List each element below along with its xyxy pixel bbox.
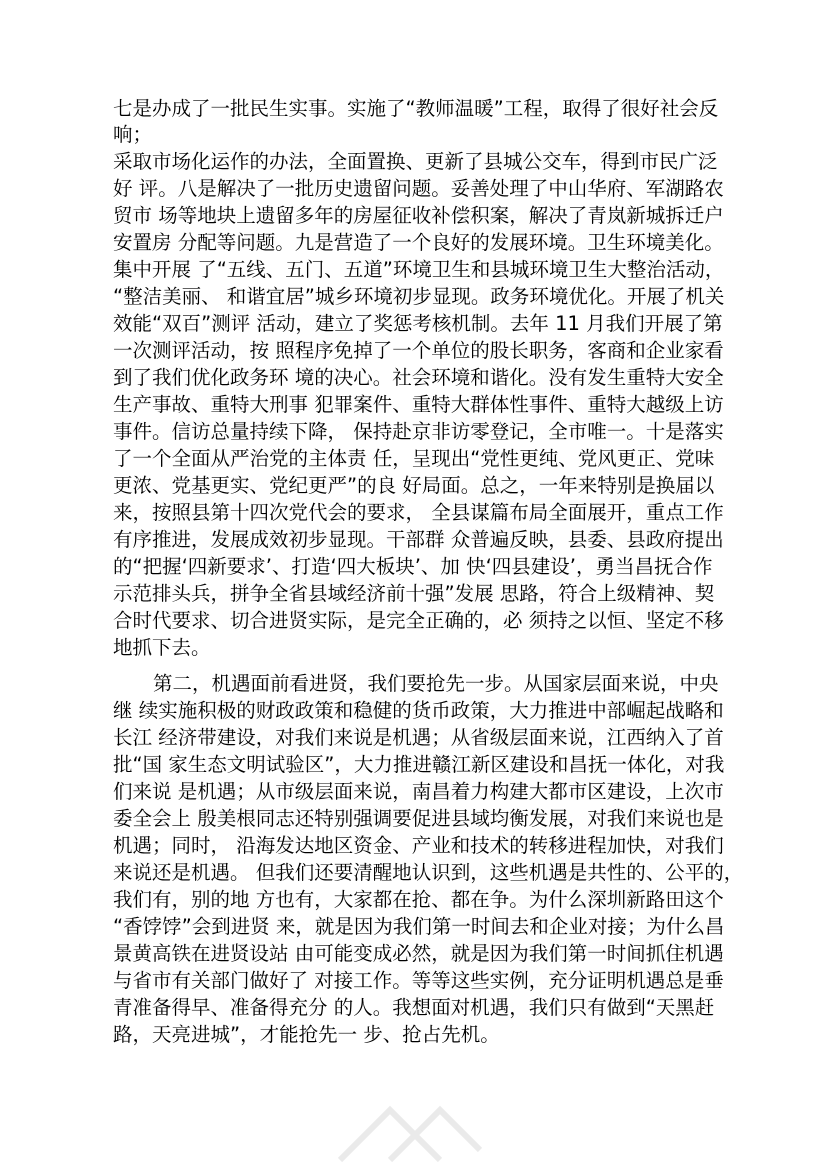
text-line: “香饽饽”会到进贤 来，就是因为我们第一时间去和企业对接；为什么昌: [113, 915, 725, 938]
text-line: 委全会上 殷美根同志还特别强调要促进县域均衡发展，对我们来说也是: [113, 807, 724, 830]
text-line: 与省市有关部门做好了 对接工作。等等这些实例，充分证明机遇总是垂: [113, 969, 724, 992]
text-line: 效能“双百”测评 活动，建立了奖惩考核机制。去年 11 月我们开展了第: [113, 312, 723, 335]
text-line: “整洁美丽、 和谐宜居”城乡环境初步显现。政务环境优化。开展了机关: [113, 285, 725, 308]
text-line: 来，按照县第十四次党代会的要求， 全县谋篇布局全面展开，重点工作: [113, 501, 724, 524]
text-line: 到了我们优化政务环 境的决心。社会环境和谐化。没有发生重特大安全: [113, 366, 724, 389]
text-line: 有序推进，发展成效初步显现。干部群 众普遍反映，县委、县政府提出: [113, 528, 724, 551]
text-line: 继 续实施积极的财政政策和稳健的货币政策，大力推进中部崛起战略和: [113, 699, 724, 722]
text-line: 们来说 是机遇；从市级层面来说，南昌着力构建大都市区建设，上次市: [113, 780, 724, 803]
text-line: 合时代要求、切合进贤实际，是完全正确的，必 须持之以恒、坚定不移: [113, 609, 724, 632]
text-line: 青准备得早、准备得充分 的人。我想面对机遇，我们只有做到“天黑赶: [113, 996, 715, 1019]
text-line: 贸市 场等地块上遗留多年的房屋征收补偿积案，解决了青岚新城拆迁户: [113, 204, 724, 227]
text-line: 长江 经济带建设，对我们来说是机遇；从省级层面来说，江西纳入了首: [113, 726, 724, 749]
text-line: 响；: [113, 123, 153, 146]
paragraph-start-line: 第二，机遇面前看进贤，我们要抢先一步。从国家层面来说，中央: [153, 672, 719, 695]
text-line: 机遇；同时， 沿海发达地区资金、产业和技术的转移进程加快，对我们: [113, 834, 724, 857]
text-line: 景黄高铁在进贤设站 由可能变成必然，就是因为我们第一时间抓住机遇: [113, 942, 724, 965]
text-line: 批“国 家生态文明试验区”，大力推进赣江新区建设和昌抚一体化，对我: [113, 753, 725, 776]
text-line: 更浓、党基更实、党纪更严”的良 好局面。总之，一年来特别是换届以: [113, 474, 715, 497]
text-line: 地抓下去。: [113, 636, 211, 659]
text-line: 七是办成了一批民生实事。实施了“教师温暖”工程，取得了很好社会反: [113, 97, 719, 120]
text-line: 采取市场化运作的办法，全面置换、更新了县城公交车，得到市民广泛: [113, 150, 718, 173]
text-line: 了一个全面从严治党的主体责 任，呈现出“党性更纯、党风更正、党味: [113, 447, 715, 470]
text-line: 集中开展 了“五线、五门、五道”环境卫生和县城环境卫生大整治活动，: [113, 258, 725, 281]
text-line: 我们有，别的地 方也有，大家都在抢、都在争。为什么深圳新路田这个: [113, 888, 724, 911]
text-line: 安置房 分配等问题。九是营造了一个良好的发展环境。卫生环境美化。: [113, 231, 724, 254]
text-line: 来说还是机遇。 但我们还要清醒地认识到，这些机遇是共性的、公平的，: [113, 861, 744, 884]
text-line: 事件。信访总量持续下降， 保持赴京非访零登记，全市唯一。十是落实: [113, 420, 724, 443]
text-line: 的“把握‘四新要求’、打造‘四大板块’、加 快‘四县建设’，勇当昌抚合作: [113, 555, 713, 578]
text-line: 路，天亮进城”，才能抢先一 步、抢占先机。: [113, 1023, 500, 1046]
watermark-icon: [330, 1090, 490, 1170]
text-line: 生产事故、重特大刑事 犯罪案件、重特大群体性事件、重特大越级上访: [113, 393, 724, 416]
text-line: 一次测评活动，按 照程序免掉了一个单位的股长职务，客商和企业家看: [113, 339, 724, 362]
text-line: 示范排头兵，拼争全省县域经济前十强”发展 思路，符合上级精神、契: [113, 582, 715, 605]
text-line: 好 评。八是解决了一批历史遗留问题。妥善处理了中山华府、军湖路农: [113, 177, 724, 200]
